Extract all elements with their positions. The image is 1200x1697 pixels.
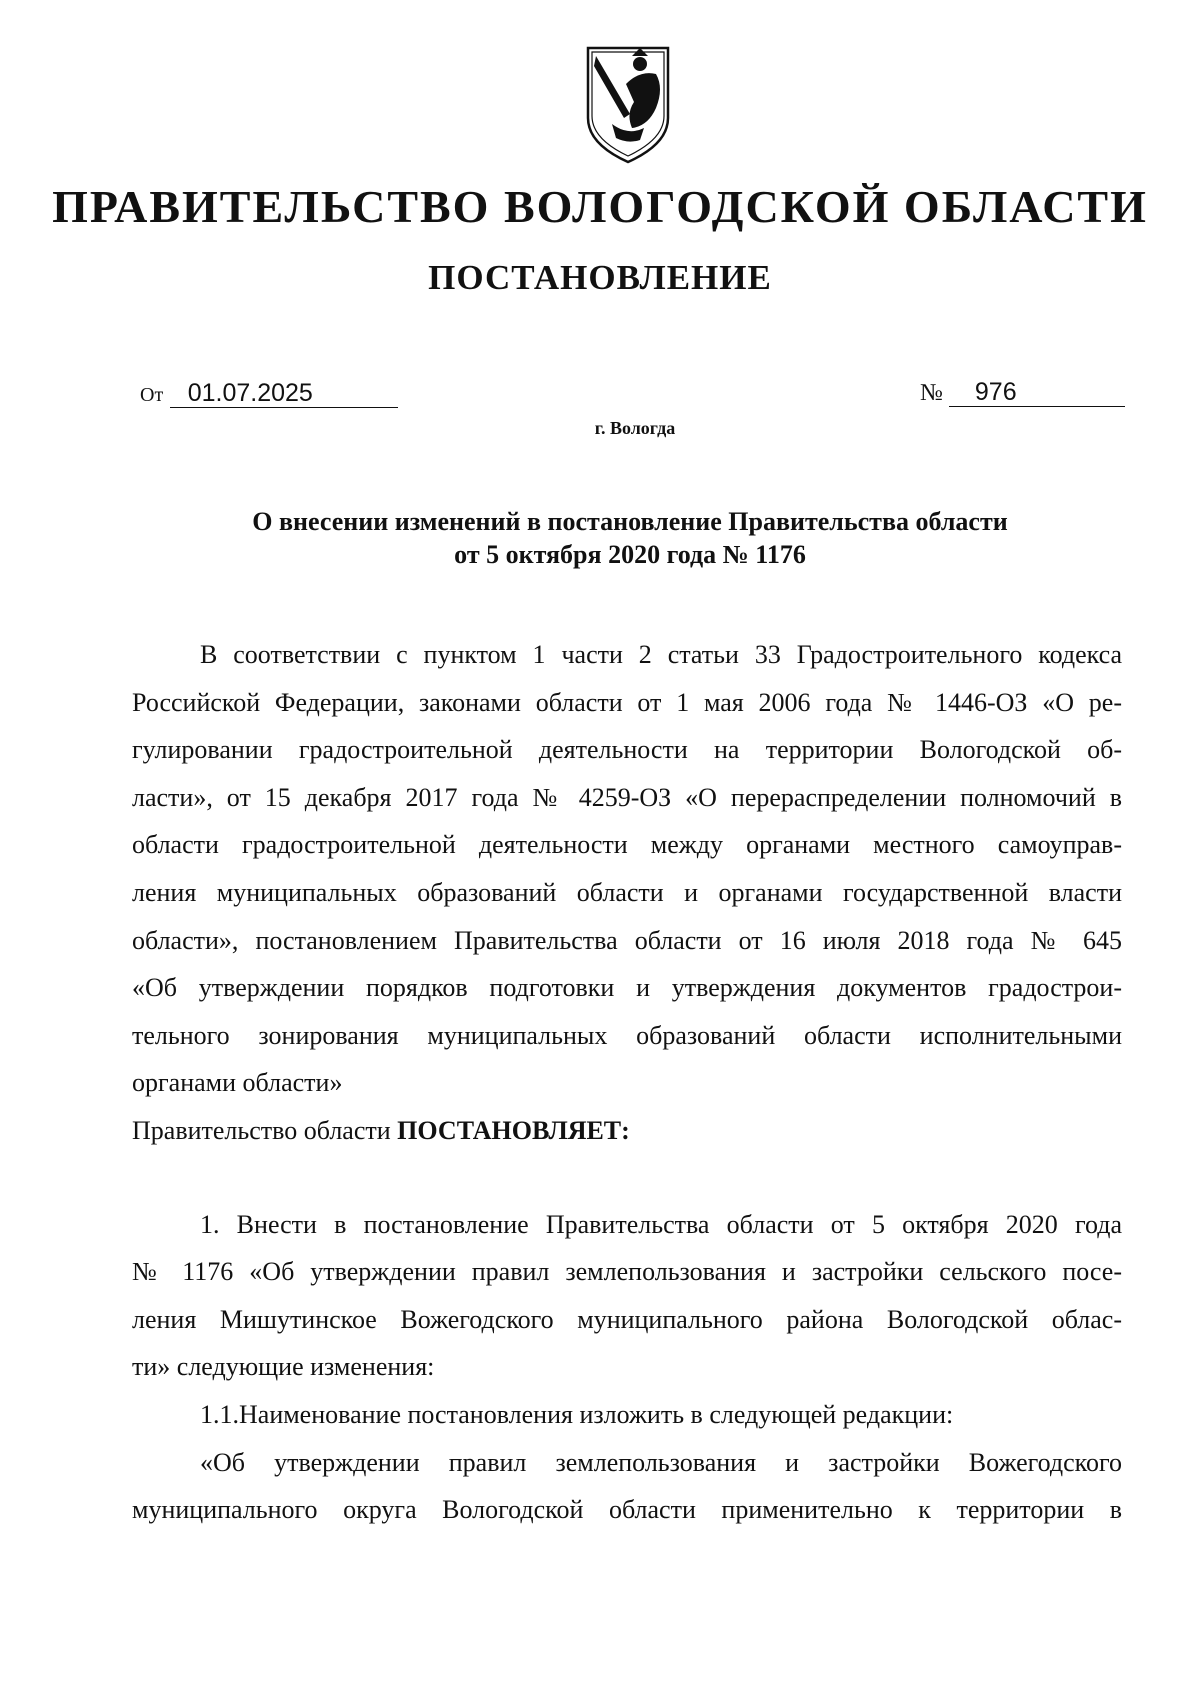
- number-prefix: №: [920, 380, 943, 406]
- document-number-field: [920, 378, 1125, 407]
- text-line: ласти», от 15 декабря 2017 года № 4259-ОЗ «О перераспределении полномочий в: [132, 782, 1122, 812]
- text-line: № 1176 «Об утверждении правил землепользования и застройки сельского посе-: [132, 1257, 1122, 1287]
- item-1-1-quote: [132, 1439, 1122, 1534]
- resolves-verb: ПОСТАНОВЛЯЕТ:: [397, 1115, 630, 1145]
- document-date: 01.07.2025: [170, 379, 398, 408]
- text-line: тельного зонирования муниципальных образований области исполнительными: [132, 1020, 1122, 1050]
- text-line: области», постановлением Правительства области от 16 июля 2018 года № 645: [132, 925, 1122, 955]
- item-1-1-paragraph: 1.1.Наименование постановления изложить в следующей редакции:: [200, 1399, 954, 1429]
- resolves-prefix: Правительство области: [132, 1115, 391, 1145]
- date-prefix: От: [140, 384, 164, 406]
- text-line: ления муниципальных образований области и органами государственной власти: [132, 877, 1122, 907]
- text-line: области градостроительной деятельности между органами местного самоуправ-: [132, 830, 1122, 860]
- text-line: ления Мишутинское Вожегодского муниципального района Вологодской облас-: [132, 1304, 1122, 1334]
- document-type-title: ПОСТАНОВЛЕНИЕ: [428, 258, 772, 297]
- text-line: «Об утверждении порядков подготовки и утверждения документов градострои-: [132, 973, 1122, 1003]
- text-line: В соответствии с пунктом 1 части 2 статьи 33 Градостроительного кодекса: [200, 640, 1122, 669]
- organization-title: ПРАВИТЕЛЬСТВО ВОЛОГОДСКОЙ ОБЛАСТИ: [52, 181, 1148, 232]
- item-1-paragraph: [132, 1201, 1122, 1391]
- document-number: 976: [949, 378, 1125, 407]
- resolves-line: [132, 1107, 1122, 1155]
- subject-line: О внесении изменений в постановление Правительства области: [252, 507, 1008, 536]
- issue-city: г. Вологда: [594, 418, 676, 438]
- text-line: муниципального округа Вологодской области применительно к территории в: [132, 1495, 1122, 1525]
- preamble-paragraph: [132, 631, 1122, 1107]
- coat-of-arms-icon: [582, 44, 674, 166]
- text-line: Российской Федерации, законами области от 1 мая 2006 года № 1446-ОЗ «О ре-: [132, 687, 1122, 717]
- text-line: органами области»: [132, 1068, 343, 1098]
- text-line: 1. Внести в постановление Правительства области от 5 октября 2020 года: [200, 1209, 1122, 1239]
- subject-line: от 5 октября 2020 года № 1176: [454, 540, 806, 569]
- text-line: ти» следующие изменения:: [132, 1352, 435, 1382]
- text-line: гулировании градостроительной деятельности на территории Вологодской об-: [132, 735, 1122, 765]
- text-line: «Об утверждении правил землепользования и застройки Вожегодского: [200, 1447, 1122, 1477]
- document-date-field: [140, 378, 398, 408]
- document-body: [132, 631, 1122, 1534]
- document-subject: [120, 505, 1140, 571]
